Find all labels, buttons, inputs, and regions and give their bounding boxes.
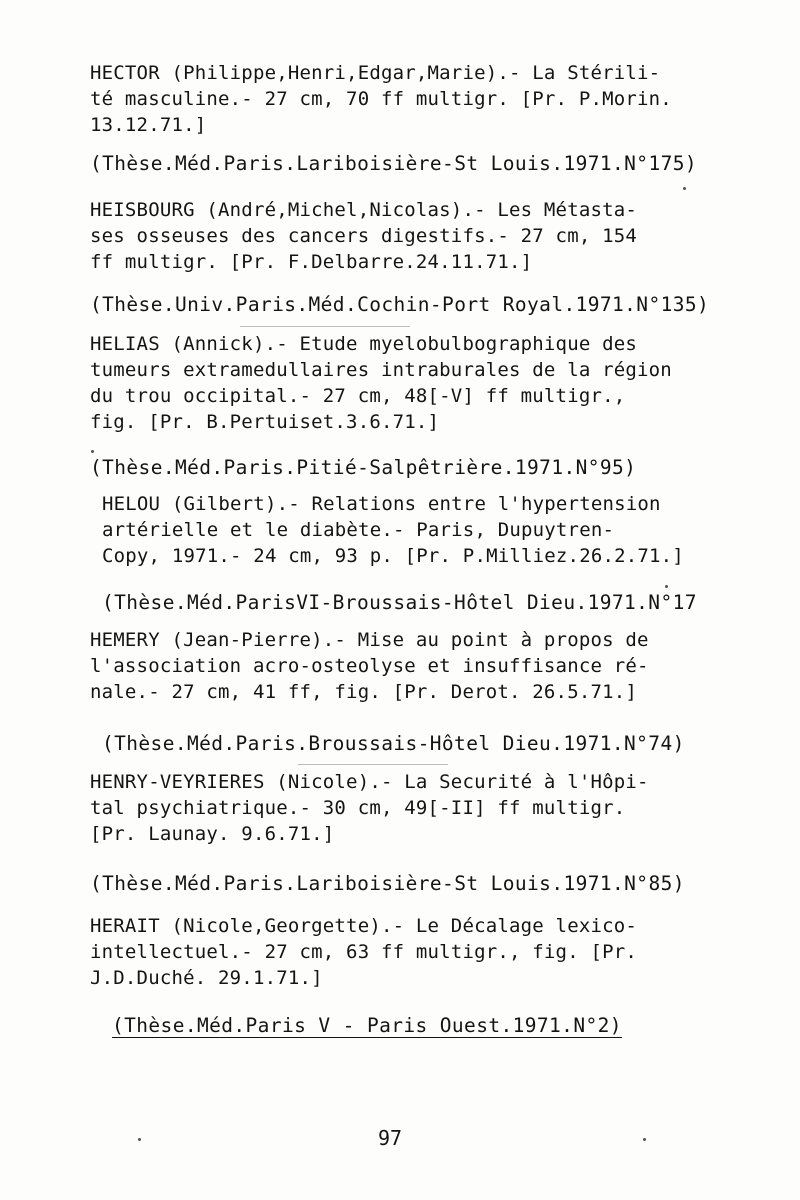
entry-herait: HERAIT (Nicole,Georgette).- Le Décalage lexico- intellectuel.- 27 cm, 63 ff multigr., fig. [Pr. J.D.Duché. 29.1.71.]: [90, 915, 638, 989]
entry-henry-veyrieres: HENRY-VEYRIERES (Nicole).- La Securité à l'Hôpi- tal psychiatrique.- 30 cm, 49[-II] ff multigr. [Pr. Launay. 9.6.71.]: [90, 771, 649, 845]
scan-speck: [665, 585, 668, 588]
entry-helou: HELOU (Gilbert).- Relations entre l'hypertension artérielle et le diabète.- Paris, Dupuytren- Copy, 1971.- 24 cm, 93 p. [Pr. P.Milliez.26.2.71.]: [102, 493, 684, 567]
scan-speck: [91, 450, 94, 453]
source-helias: (Thèse.Méd.Paris.Pitié-Salpêtrière.1971.N°95): [90, 456, 637, 479]
entry-heisbourg: HEISBOURG (André,Michel,Nicolas).- Les Métasta- ses osseuses des cancers digestifs.- 27 cm, 154 ff multigr. [Pr. F.Delbarre.24.11.71.]: [90, 199, 638, 273]
entry-helias: HELIAS (Annick).- Etude myelobulbographique des tumeurs extramedullaires intraburales de la région du trou occipital.- 27 cm, 48[-V] ff multigr., fig. [Pr. B.Pertuiset.3.6.71.]: [90, 333, 672, 433]
separator-rule: [298, 764, 448, 765]
scan-speck: [138, 1138, 141, 1141]
entry-hemery: HEMERY (Jean-Pierre).- Mise au point à propos de l'association acro-osteolyse et insuffisance ré- nale.- 27 cm, 41 ff, fig. [Pr. Derot. 26.5.71.]: [90, 629, 649, 703]
source-hemery: (Thèse.Méd.Paris.Broussais-Hôtel Dieu.1971.N°74): [102, 732, 685, 755]
source-herait: (Thèse.Méd.Paris V - Paris Ouest.1971.N°2): [112, 1014, 622, 1037]
source-hector: (Thèse.Méd.Paris.Lariboisière-St Louis.1971.N°175): [90, 152, 697, 175]
source-heisbourg: (Thèse.Univ.Paris.Méd.Cochin-Port Royal.1971.N°135): [90, 293, 710, 316]
source-helou: (Thèse.Méd.ParisVI-Broussais-Hôtel Dieu.1971.N°17: [102, 591, 697, 614]
scan-speck: [643, 1138, 646, 1141]
separator-rule: [240, 326, 410, 327]
source-henry-veyrieres: (Thèse.Méd.Paris.Lariboisière-St Louis.1971.N°85): [90, 872, 685, 895]
page-number: 97: [378, 1126, 403, 1150]
scan-speck: [683, 187, 686, 190]
entry-hector: HECTOR (Philippe,Henri,Edgar,Marie).- La Stérili- té masculine.- 27 cm, 70 ff multigr. [Pr. P.Morin. 13.12.71.]: [90, 62, 672, 136]
